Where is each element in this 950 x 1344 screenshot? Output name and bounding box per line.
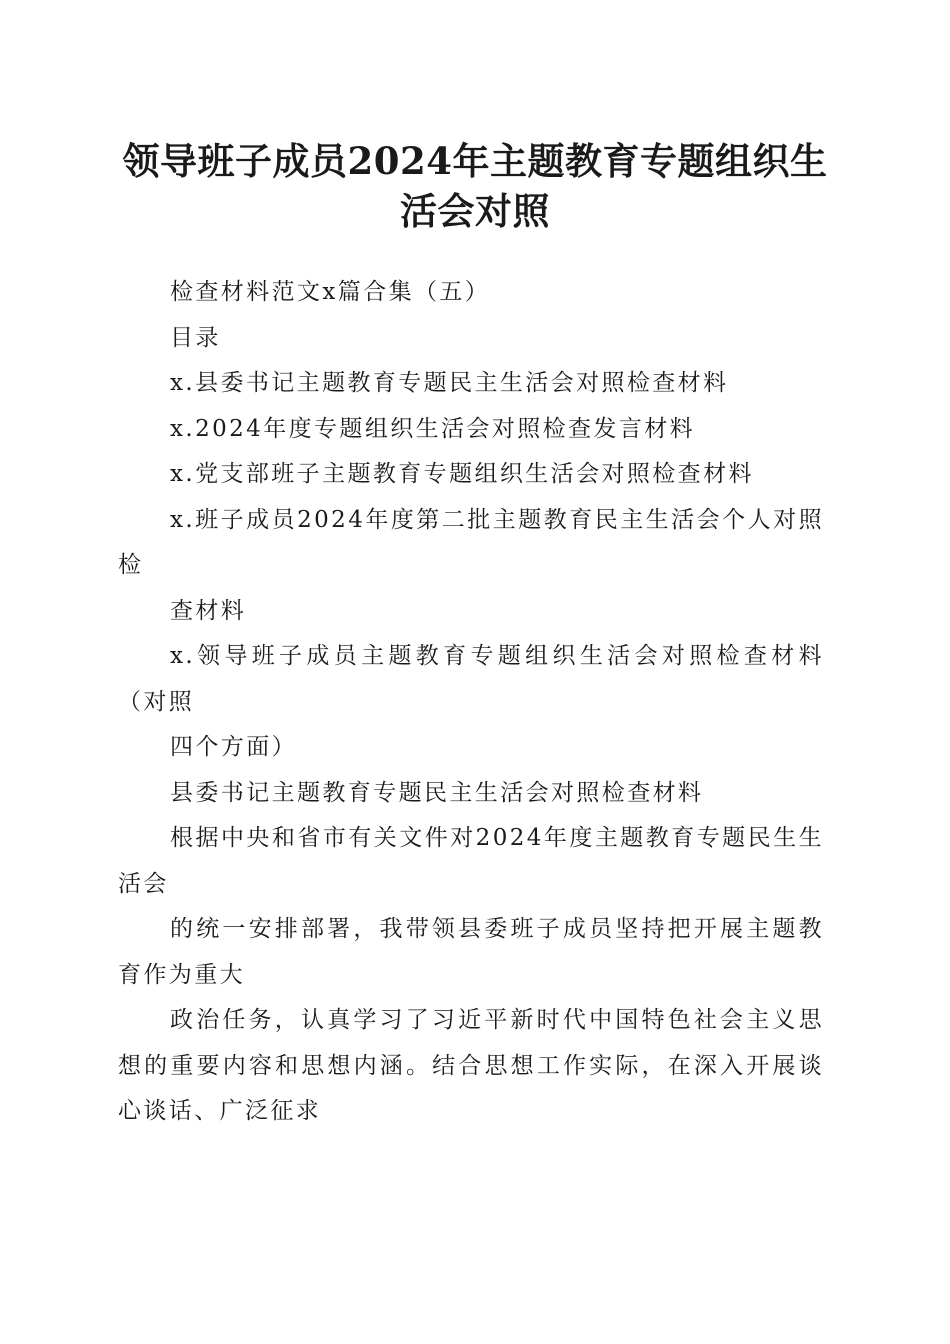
toc-item: x.县委书记主题教育专题民主生活会对照检查材料 (170, 370, 729, 396)
toc-item: x.领导班子成员主题教育专题组织生活会对照检查材料（对照 (118, 643, 824, 715)
section-heading: 县委书记主题教育专题民主生活会对照检查材料 (170, 779, 704, 806)
paragraph: 四个方面） (170, 734, 297, 760)
paragraph: 政治任务，认真学习了习近平新时代中国特色社会主义思想的重要内容和思想内涵。结合思想工作实际，在深入开展谈心谈话、广泛征求 (118, 1007, 824, 1124)
paragraph: 目录 (170, 324, 221, 351)
toc-item: x.班子成员2024年度第二批主题教育民主生活会个人对照检 (118, 506, 824, 578)
toc-item: x.2024年度专题组织生活会对照检查发言材料 (170, 415, 696, 442)
paragraph: 根据中央和省市有关文件对2024年度主题教育专题民生生活会 (118, 825, 824, 897)
document-body (118, 270, 824, 1135)
paragraph: 检查材料范文x篇合集（五） (170, 279, 491, 305)
document-title: 领导班子成员2024年主题教育专题组织生活会对照 (122, 139, 828, 233)
paragraph: 查材料 (170, 597, 247, 624)
paragraph: 的统一安排部署，我带领县委班子成员坚持把开展主题教育作为重大 (118, 916, 824, 988)
toc-item: x.党支部班子主题教育专题组织生活会对照检查材料 (170, 461, 754, 487)
